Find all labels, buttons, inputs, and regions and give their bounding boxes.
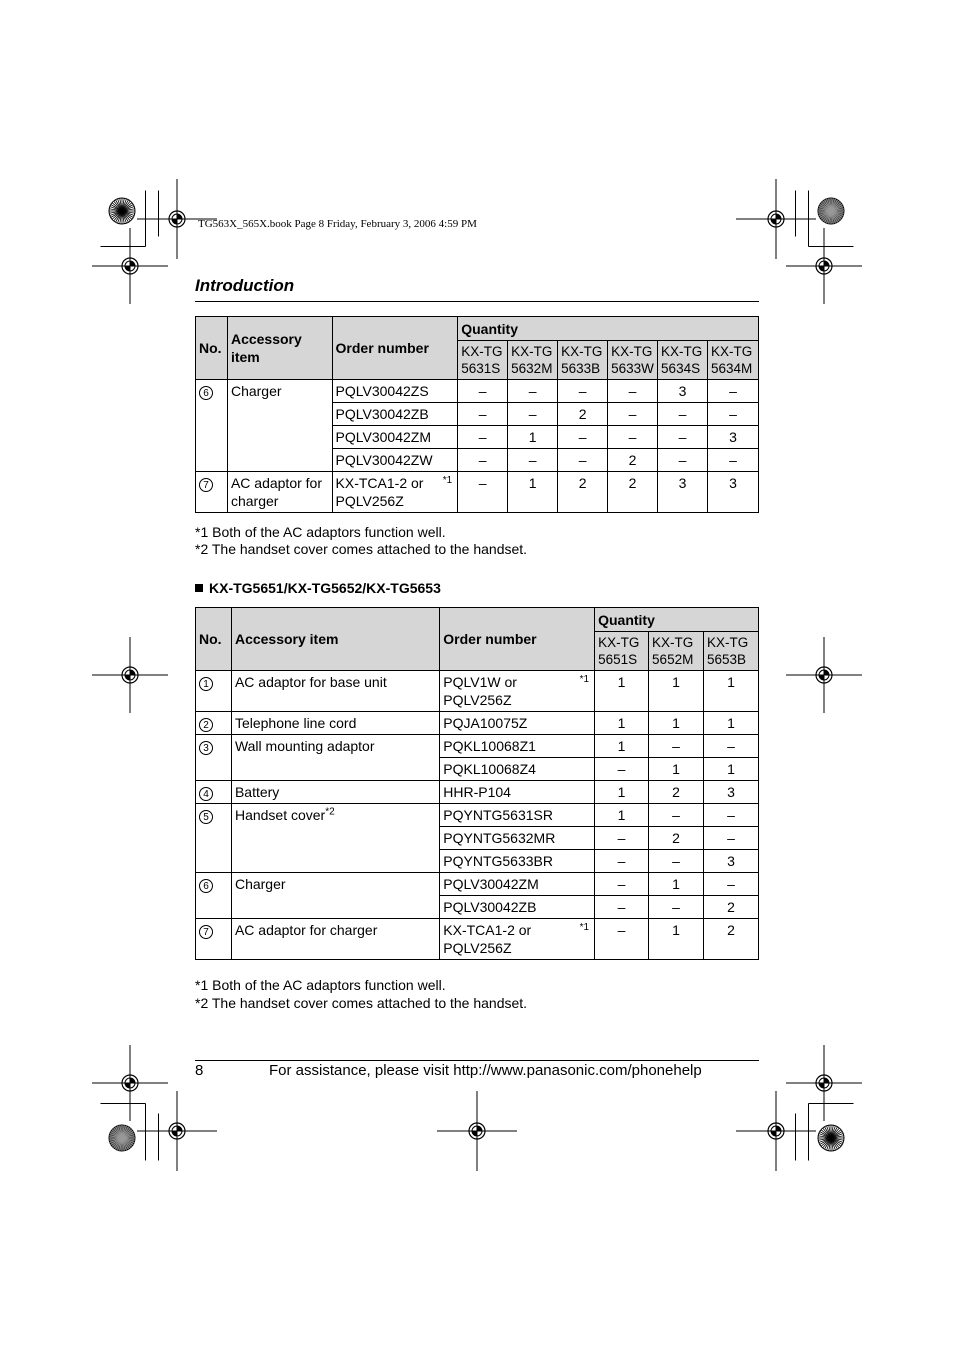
item-number-cell (196, 781, 232, 804)
item-number-cell (196, 919, 232, 960)
accessory-item-name: Wall mounting adaptor (234, 738, 375, 754)
quantity-cell: – (707, 449, 758, 472)
quantity-cell: – (558, 380, 608, 403)
book-header: TG563X_565X.book Page 8 Friday, February 3, 2006 4:59 PM (198, 218, 477, 230)
accessory-table-tg563x (195, 316, 759, 513)
accessory-item-cell (231, 781, 439, 804)
quantity-cell: – (508, 380, 558, 403)
quantity-cell: – (649, 804, 704, 827)
crosshair-target-icon (437, 1091, 517, 1171)
quantity-cell: – (595, 873, 649, 896)
footer-rule (195, 1060, 759, 1061)
quantity-cell: – (649, 850, 704, 873)
crosshair-target-icon (137, 1091, 217, 1171)
order-number-cell (440, 712, 595, 735)
table2-note-2: *2 The handset cover comes attached to the handset. (195, 995, 528, 1011)
model-suffix: 5633B (561, 361, 601, 376)
quantity-cell: – (658, 403, 708, 426)
quantity-cell: 2 (704, 919, 759, 960)
quantity-cell: – (658, 426, 708, 449)
model-suffix: 5651S (598, 652, 638, 667)
quantity-cell: – (608, 403, 658, 426)
accessory-item-line1: AC adaptor for (230, 475, 323, 491)
model-header-cell (658, 341, 708, 380)
order-number-cell (440, 873, 595, 896)
order-number-cell (332, 426, 458, 449)
item-number-badge: 2 (199, 718, 213, 732)
order-number-line1: PQLV30042ZW (335, 452, 433, 468)
header-order-number: Order number (440, 608, 595, 671)
order-number-line1: PQLV1W or (443, 674, 517, 690)
starburst-target-icon (817, 1124, 845, 1152)
model-prefix: KX-TG (710, 344, 753, 359)
item-number-cell (196, 873, 232, 919)
order-number-cell (332, 449, 458, 472)
quantity-cell: 1 (649, 873, 704, 896)
quantity-cell: 2 (649, 781, 704, 804)
table-row (196, 919, 759, 960)
item-number-badge: 1 (199, 677, 213, 691)
accessory-item-cell (231, 919, 439, 960)
quantity-cell: 1 (595, 781, 649, 804)
table-row (196, 671, 759, 712)
footnote-marker: *2 (325, 806, 335, 818)
quantity-cell: 3 (704, 850, 759, 873)
accessory-item-cell (231, 671, 439, 712)
item-number-cell (196, 735, 232, 781)
quantity-cell: – (508, 403, 558, 426)
item-number-cell (196, 472, 228, 513)
order-number-line1: PQJA10075Z (443, 715, 528, 731)
quantity-cell: – (649, 896, 704, 919)
model-suffix: 5634S (661, 361, 701, 376)
quantity-cell: 3 (707, 472, 758, 513)
model-prefix: KX-TG (598, 635, 640, 650)
quantity-cell: – (658, 449, 708, 472)
header-quantity: Quantity (595, 608, 759, 632)
section-title: Introduction (195, 276, 295, 295)
order-number-cell (332, 403, 458, 426)
crosshair-target-icon (786, 228, 862, 304)
order-number-line2: PQLV256Z (335, 493, 404, 509)
header-quantity: Quantity (458, 317, 759, 341)
order-number-line1: PQLV30042ZB (443, 899, 537, 915)
quantity-cell: 2 (608, 472, 658, 513)
quantity-cell: – (458, 403, 508, 426)
item-number-badge: 7 (199, 478, 213, 492)
crosshair-target-icon (92, 637, 168, 713)
item-number-badge: 6 (199, 386, 213, 400)
order-number-cell (440, 671, 595, 712)
header-no: No. (196, 608, 232, 671)
model-suffix: 5631S (461, 361, 501, 376)
header-order-number: Order number (332, 317, 458, 380)
quantity-cell: – (595, 758, 649, 781)
order-number-line1: PQKL10068Z1 (443, 738, 536, 754)
model-subheading-text: KX-TG5651/KX-TG5652/KX-TG5653 (209, 580, 441, 596)
accessory-item-cell (231, 712, 439, 735)
order-number-line1: PQKL10068Z4 (443, 761, 536, 777)
quantity-cell: 3 (704, 781, 759, 804)
quantity-cell: 2 (558, 403, 608, 426)
model-header-cell (704, 632, 759, 671)
footnote-marker: *1 (579, 922, 590, 933)
quantity-cell: – (704, 804, 759, 827)
item-number-badge: 7 (199, 925, 213, 939)
order-number-cell (440, 919, 595, 960)
footnote-marker: *1 (579, 674, 590, 685)
table1-note-1: *1 Both of the AC adaptors function well. (195, 524, 446, 540)
order-number-line2: PQLV256Z (443, 940, 512, 956)
order-number-line1: PQYNTG5633BR (443, 853, 553, 869)
crosshair-target-icon (92, 228, 168, 304)
model-suffix: 5652M (652, 652, 694, 667)
quantity-cell: – (704, 873, 759, 896)
quantity-cell: – (704, 827, 759, 850)
accessory-item-name: Battery (234, 784, 280, 800)
order-number-line1: PQLV30042ZM (443, 876, 539, 892)
model-prefix: KX-TG (561, 344, 603, 359)
accessory-item-cell (231, 735, 439, 781)
table2-note-1: *1 Both of the AC adaptors function well. (195, 977, 446, 993)
quantity-cell: – (608, 380, 658, 403)
table-row (196, 735, 759, 758)
quantity-cell: – (508, 449, 558, 472)
model-subheading (195, 580, 441, 596)
quantity-cell: – (608, 426, 658, 449)
accessory-table-tg565x (195, 607, 759, 960)
order-number-line2: PQLV256Z (443, 692, 512, 708)
accessory-item-name: Charger (234, 876, 286, 892)
model-prefix: KX-TG (461, 344, 503, 359)
table1-note-2: *2 The handset cover comes attached to the handset. (195, 541, 528, 557)
quantity-cell: – (458, 449, 508, 472)
item-number-badge: 5 (199, 810, 213, 824)
accessory-item-name: Telephone line cord (234, 715, 357, 731)
order-number-line1: PQYNTG5631SR (443, 807, 553, 823)
quantity-cell: – (595, 827, 649, 850)
item-number-cell (196, 671, 232, 712)
quantity-cell: 2 (558, 472, 608, 513)
order-number-line1: PQLV30042ZM (335, 429, 432, 445)
table-row (196, 380, 759, 403)
quantity-cell: 1 (508, 426, 558, 449)
order-number-cell (440, 781, 595, 804)
order-number-line1: KX-TCA1-2 or (335, 475, 424, 491)
quantity-cell: 1 (595, 712, 649, 735)
accessory-item-name: AC adaptor for charger (234, 922, 378, 938)
model-prefix: KX-TG (661, 344, 703, 359)
quantity-cell: 2 (704, 896, 759, 919)
quantity-cell: – (558, 449, 608, 472)
order-number-line1: PQLV30042ZB (335, 406, 429, 422)
item-number-cell (196, 380, 228, 472)
model-header-cell (508, 341, 558, 380)
quantity-cell: – (595, 896, 649, 919)
quantity-cell: – (458, 426, 508, 449)
accessory-item-cell (231, 804, 439, 873)
quantity-cell: 1 (649, 712, 704, 735)
order-number-line1: PQLV30042ZS (335, 383, 429, 399)
quantity-cell: – (707, 380, 758, 403)
quantity-cell: – (458, 380, 508, 403)
model-suffix: 5634M (710, 361, 753, 376)
quantity-cell: 1 (508, 472, 558, 513)
starburst-target-icon (817, 197, 845, 225)
quantity-cell: 1 (704, 758, 759, 781)
order-number-cell (440, 827, 595, 850)
accessory-item-cell (227, 380, 332, 472)
accessory-item-line2: charger (230, 493, 279, 509)
header-no: No. (196, 317, 228, 380)
item-number-cell (196, 712, 232, 735)
order-number-cell (332, 472, 458, 513)
crosshair-target-icon (736, 1091, 816, 1171)
footnote-marker: *1 (442, 475, 453, 486)
model-header-cell (608, 341, 658, 380)
model-header-cell (558, 341, 608, 380)
header-accessory-line1: Accessory (230, 331, 302, 347)
header-accessory-item (227, 317, 332, 380)
footer-help-text: For assistance, please visit http://www.panasonic.com/phonehelp (269, 1062, 702, 1079)
model-prefix: KX-TG (707, 635, 749, 650)
accessory-item-cell (231, 873, 439, 919)
quantity-cell: 2 (649, 827, 704, 850)
order-number-cell (440, 850, 595, 873)
quantity-cell: – (704, 735, 759, 758)
accessory-item-cell (227, 472, 332, 513)
quantity-cell: – (595, 850, 649, 873)
quantity-cell: 1 (649, 671, 704, 712)
header-accessory-item: Accessory item (231, 608, 439, 671)
quantity-cell: – (558, 426, 608, 449)
item-number-badge: 3 (199, 741, 213, 755)
quantity-cell: – (707, 403, 758, 426)
model-header-cell (649, 632, 704, 671)
accessory-item-name: AC adaptor for base unit (234, 674, 387, 690)
crosshair-target-icon (786, 637, 862, 713)
quantity-cell: 1 (704, 712, 759, 735)
square-bullet-icon (195, 584, 203, 592)
accessory-item-line1: Charger (230, 383, 282, 399)
order-number-line1: KX-TCA1-2 or (443, 922, 532, 938)
quantity-cell: 1 (649, 758, 704, 781)
model-header-cell (595, 632, 649, 671)
title-rule (195, 301, 759, 302)
model-suffix: 5632M (511, 361, 553, 376)
quantity-cell: 3 (707, 426, 758, 449)
quantity-cell: – (649, 735, 704, 758)
model-suffix: 5633W (611, 361, 654, 376)
model-suffix: 5653B (707, 652, 747, 667)
order-number-cell (440, 758, 595, 781)
quantity-cell: – (595, 919, 649, 960)
order-number-cell (440, 735, 595, 758)
order-number-line1: HHR-P104 (443, 784, 511, 800)
table-row (196, 804, 759, 827)
model-header-cell (458, 341, 508, 380)
header-accessory-line2: item (230, 349, 260, 365)
quantity-cell: 3 (658, 472, 708, 513)
quantity-cell: 1 (595, 804, 649, 827)
model-prefix: KX-TG (652, 635, 694, 650)
starburst-target-icon (108, 197, 136, 225)
model-prefix: KX-TG (511, 344, 553, 359)
quantity-cell: 2 (608, 449, 658, 472)
starburst-target-icon (108, 1124, 136, 1152)
page-number: 8 (195, 1062, 204, 1079)
quantity-cell: 1 (649, 919, 704, 960)
item-number-cell (196, 804, 232, 873)
order-number-cell (440, 896, 595, 919)
quantity-cell: 1 (704, 671, 759, 712)
quantity-cell: 1 (595, 735, 649, 758)
model-header-cell (707, 341, 758, 380)
quantity-cell: 3 (658, 380, 708, 403)
table-row (196, 472, 759, 513)
quantity-cell: – (458, 472, 508, 513)
model-prefix: KX-TG (611, 344, 653, 359)
table-row (196, 781, 759, 804)
order-number-cell (440, 804, 595, 827)
order-number-cell (332, 380, 458, 403)
accessory-item-name: Handset cover (234, 807, 326, 823)
table-row (196, 873, 759, 896)
quantity-cell: 1 (595, 671, 649, 712)
item-number-badge: 4 (199, 787, 213, 801)
order-number-line1: PQYNTG5632MR (443, 830, 556, 846)
table-row (196, 712, 759, 735)
item-number-badge: 6 (199, 879, 213, 893)
